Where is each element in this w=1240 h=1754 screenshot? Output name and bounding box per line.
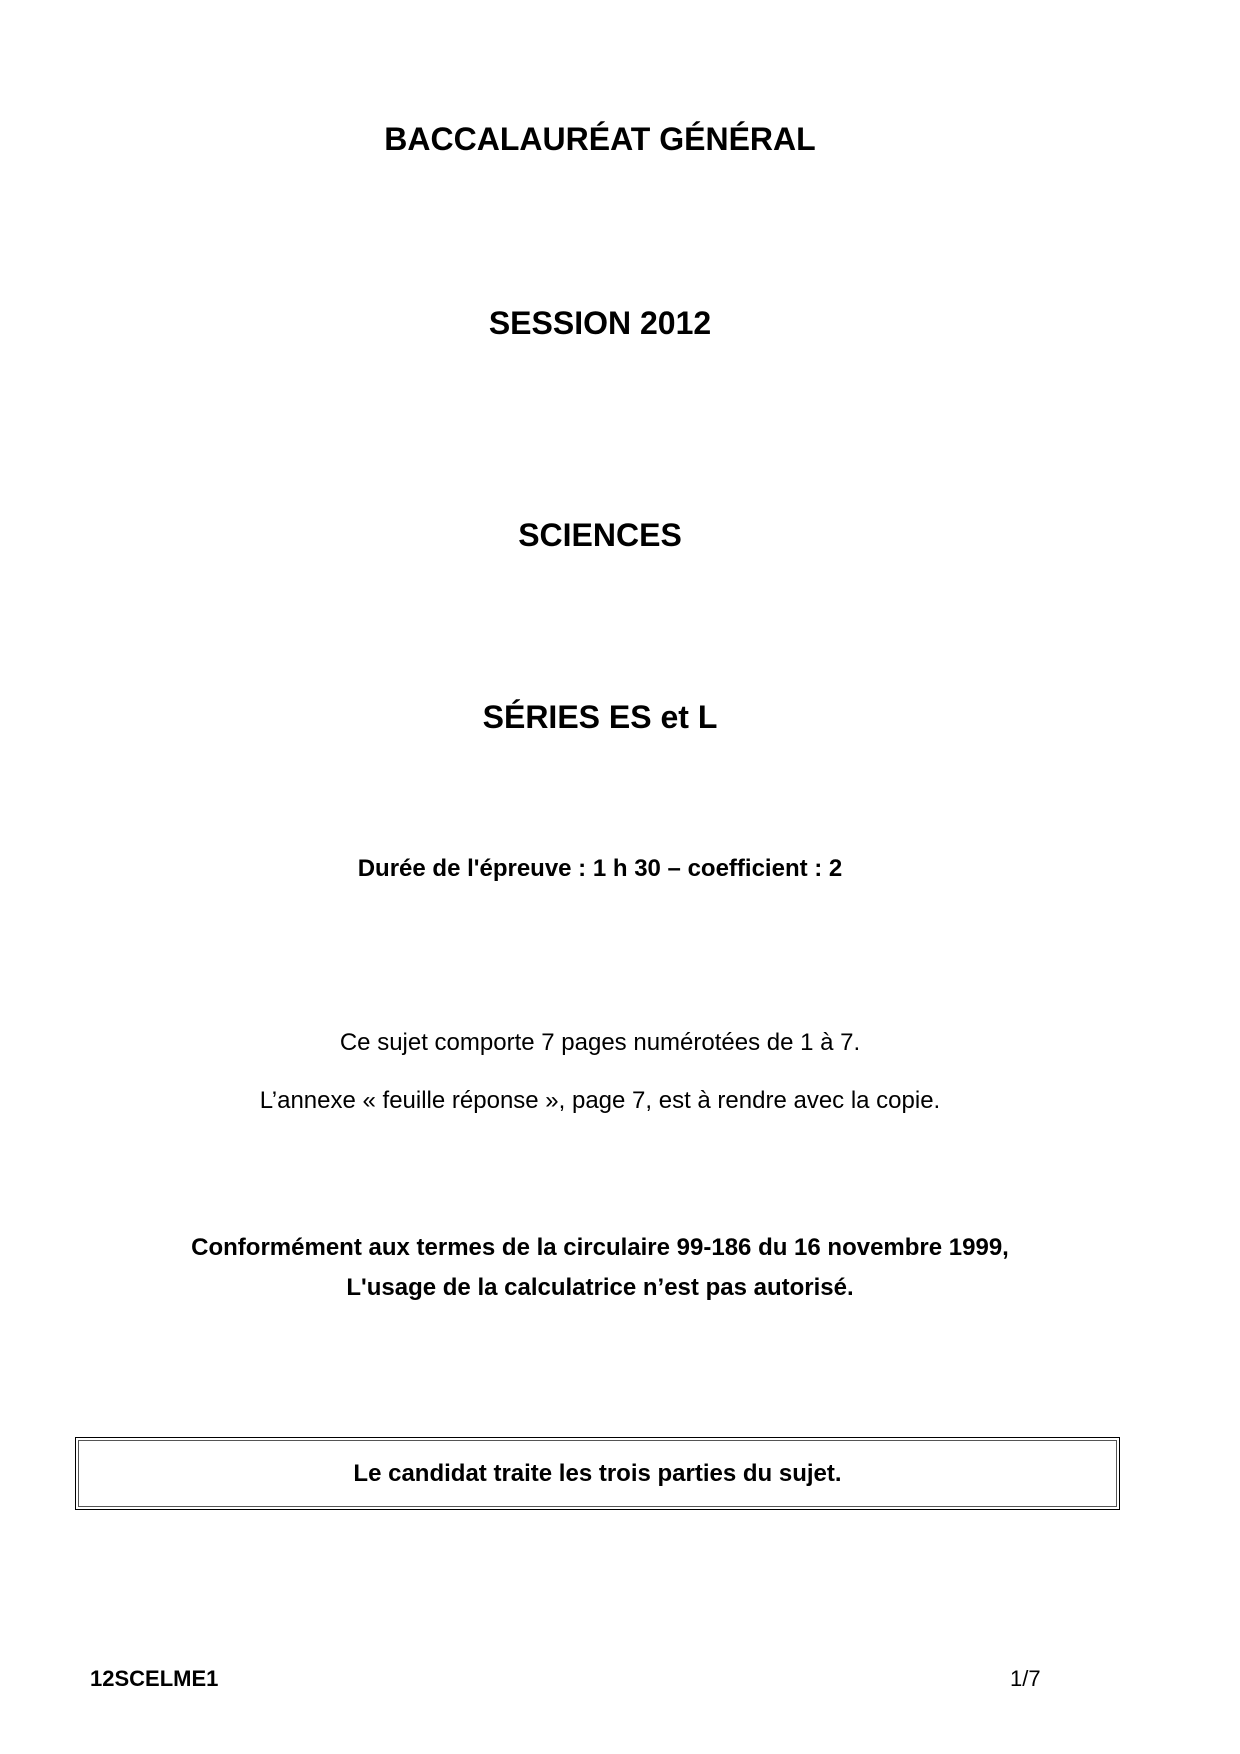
notice-line-1: Conformément aux termes de la circulaire 99-186 du 16 novembre 1999,: [191, 1234, 1009, 1261]
annex-info: L’annexe « feuille réponse », page 7, est à rendre avec la copie.: [259, 1087, 941, 1114]
exam-title: BACCALAURÉAT GÉNÉRAL: [384, 121, 816, 157]
calculator-notice: [0, 1228, 1200, 1308]
series-title: SÉRIES ES et L: [482, 699, 718, 735]
page-number: 1/7: [1010, 1666, 1041, 1691]
notice-line-2: L'usage de la calculatrice n’est pas autorisé.: [346, 1274, 854, 1301]
document-code: 12SCELME1: [90, 1666, 219, 1691]
session-title: SESSION 2012: [488, 305, 712, 341]
candidate-instruction: Le candidat traite les trois parties du sujet.: [353, 1459, 842, 1487]
exam-duration: Durée de l'épreuve : 1 h 30 – coefficient : 2: [357, 855, 843, 882]
subject-title: SCIENCES: [518, 517, 682, 553]
pages-info: Ce sujet comporte 7 pages numérotées de 1 à 7.: [339, 1029, 861, 1056]
candidate-instruction-box: [75, 1437, 1120, 1510]
